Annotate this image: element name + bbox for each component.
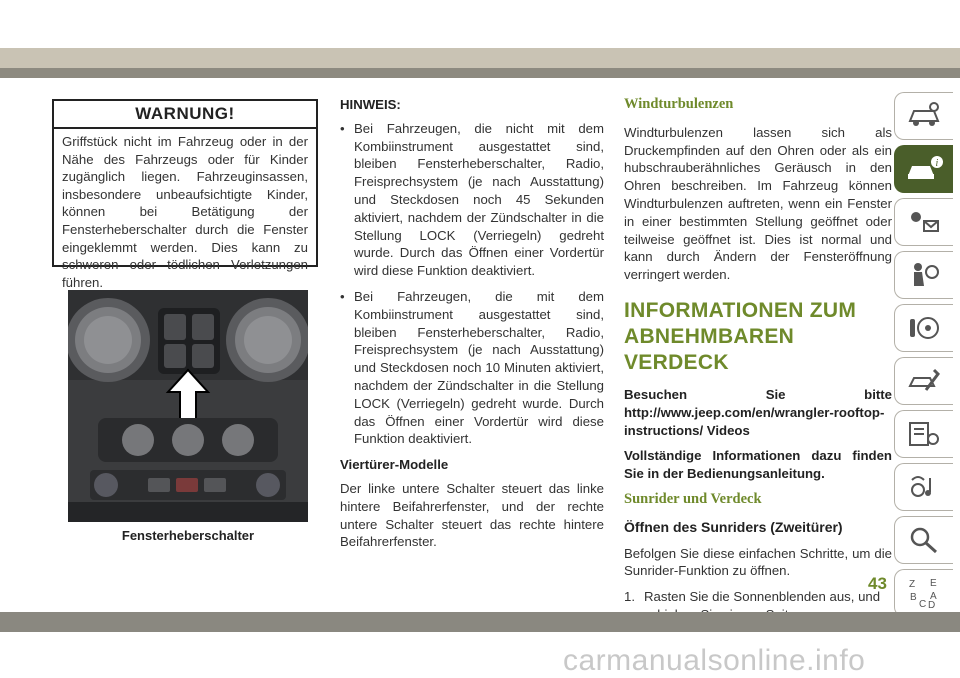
header-band-dark — [0, 68, 960, 78]
tab-search[interactable] — [894, 516, 953, 564]
search-icon — [906, 525, 942, 555]
multimedia-icon — [906, 472, 942, 502]
page-number: 43 — [868, 574, 887, 593]
header-band — [0, 48, 960, 68]
warning-box — [52, 99, 318, 290]
warning-lights-icon — [906, 207, 942, 237]
tab-service[interactable] — [894, 357, 953, 405]
note-heading: HINWEIS: — [340, 97, 401, 112]
open-text: Befolgen Sie diese einfachen Schritte, um die Sunrider-Funktion zu öffnen. — [624, 545, 892, 579]
svg-text:A: A — [930, 591, 937, 602]
figure-caption: Fensterheberschalter — [121, 528, 255, 543]
steering-icon — [906, 313, 942, 343]
tab-airbag[interactable] — [894, 251, 953, 299]
chapter-tabs — [894, 92, 960, 622]
chapter-heading: INFORMATIONEN ZUM ABNEHMBAREN VERDECK — [624, 298, 857, 374]
warning-title: WARNUNG! — [54, 101, 316, 129]
visit-text: Besuchen Sie bitte http://www.jeep.com/en/wrangler-rooftop-instructions/ Videos — [624, 386, 892, 438]
tab-steering[interactable] — [894, 304, 953, 352]
svg-text:D: D — [928, 600, 936, 610]
middle-column — [340, 96, 604, 559]
service-icon — [906, 366, 942, 396]
top-margin — [0, 0, 960, 48]
full-info-text: Vollständige Informationen dazu finden Sie in der Bedienungsanleitung. — [624, 448, 892, 482]
tab-specs[interactable] — [894, 410, 953, 458]
tab-warning-lights[interactable] — [894, 198, 953, 246]
svg-text:Z: Z — [909, 579, 916, 590]
tab-multimedia[interactable] — [894, 463, 953, 511]
open-heading: Öffnen des Sunriders (Zweitürer) — [624, 518, 843, 535]
svg-text:i: i — [935, 158, 939, 169]
right-column — [624, 96, 892, 624]
footer-band — [0, 612, 960, 632]
airbag-icon — [906, 260, 942, 290]
window-switch-photo — [68, 290, 308, 522]
svg-text:C: C — [919, 599, 927, 610]
car-safety-icon — [906, 101, 942, 131]
wind-text: Windturbulenzen lassen sich als Druckempfinden auf den Ohren oder als ein hubschrauberähnliches Geräusch in den Ohren beschreiben. Im Fahrzeug können Windturbulenzen auftreten, wenn ein Fenster in einer bestimmten Stellung geöffnet oder teilweise geöffnet ist. Dies ist normal und kann durch Ändern der Fensteröffnung verringert werden. — [624, 124, 892, 283]
list-item: • Bei Fahrzeugen, die mit dem Kombiinstrument ausgestattet sind, bleiben Fensterheberschalter, Radio, Freisprechsystem (je nach Ausstattung) und Steckdosen noch 10 Minuten aktiviert, nachdem der Zündschalter in die Stellung LOCK (Verriegeln) gedreht wurde. Durch das Öffnen einer Vordertür wird diese Funktion deaktiviert. — [340, 288, 604, 447]
specs-icon — [906, 419, 942, 449]
step-number: 1. — [624, 589, 635, 605]
bullet-text: Bei Fahrzeugen, die nicht mit dem Kombiinstrument ausgestattet sind, bleiben Fensterheberschalter, Radio, Freisprechsystem (je nach Ausstattung) und Steckdosen noch 45 Sekunden aktiviert, nachdem der Zündschalter in die Stellung LOCK (Verriegeln) gedreht wurde. Durch das Öffnen einer Vordertür wird diese Funktion deaktiviert. — [354, 120, 604, 279]
tab-vehicle-info[interactable] — [894, 145, 953, 193]
section-heading: Viertürer-Modelle — [340, 457, 449, 473]
sunrider-heading: Sunrider und Verdeck — [624, 490, 762, 507]
tab-index[interactable] — [894, 569, 953, 617]
watermark: carmanualsonline.info — [563, 644, 866, 677]
warning-text: Griffstück nicht im Fahrzeug oder in der Nähe des Fahrzeugs oder für Kinder zugänglich liegen. Fahrzeuginsassen, insbesondere unbeaufsichtigte Kinder, können bei Betätigung der Fensterheberschalter durch die Fenster eingeklemmt werden. Dies kann zu schweren oder tödlichen Verletzungen führen. — [62, 134, 308, 290]
step-text: Rasten Sie die Sonnenblenden aus, und — [644, 589, 881, 605]
bullet-text: Bei Fahrzeugen, die mit dem Kombiinstrument ausgestattet sind, bleiben Fensterheberschalter, Radio, Freisprechsystem (je nach Ausstattung) und Steckdosen noch 10 Minuten aktiviert, nachdem der Zündschalter in die Stellung LOCK (Verriegeln) gedreht wurde. Durch das Öffnen einer Vordertür wird diese Funktion deaktiviert. — [354, 288, 604, 447]
index-icon — [906, 576, 942, 610]
svg-text:E: E — [930, 578, 937, 589]
vehicle-info-icon — [905, 154, 943, 184]
list-item: • Bei Fahrzeugen, die nicht mit dem Kombiinstrument ausgestattet sind, bleiben Fensterheberschalter, Radio, Freisprechsystem (je nach Ausstattung) und Steckdosen noch 45 Sekunden aktiviert, nachdem der Zündschalter in die Stellung LOCK (Verriegeln) gedreht wurde. Durch das Öffnen einer Vordertür wird diese Funktion deaktiviert. — [340, 120, 604, 279]
svg-text:B: B — [910, 592, 917, 603]
wind-heading: Windturbulenzen — [624, 96, 734, 112]
tab-car-safety[interactable] — [894, 92, 953, 140]
section-text: Der linke untere Schalter steuert das linke hintere Beifahrerfenster, und der rechte untere Schalter steuert das rechte hintere Beifahrerfenster. — [340, 480, 604, 550]
